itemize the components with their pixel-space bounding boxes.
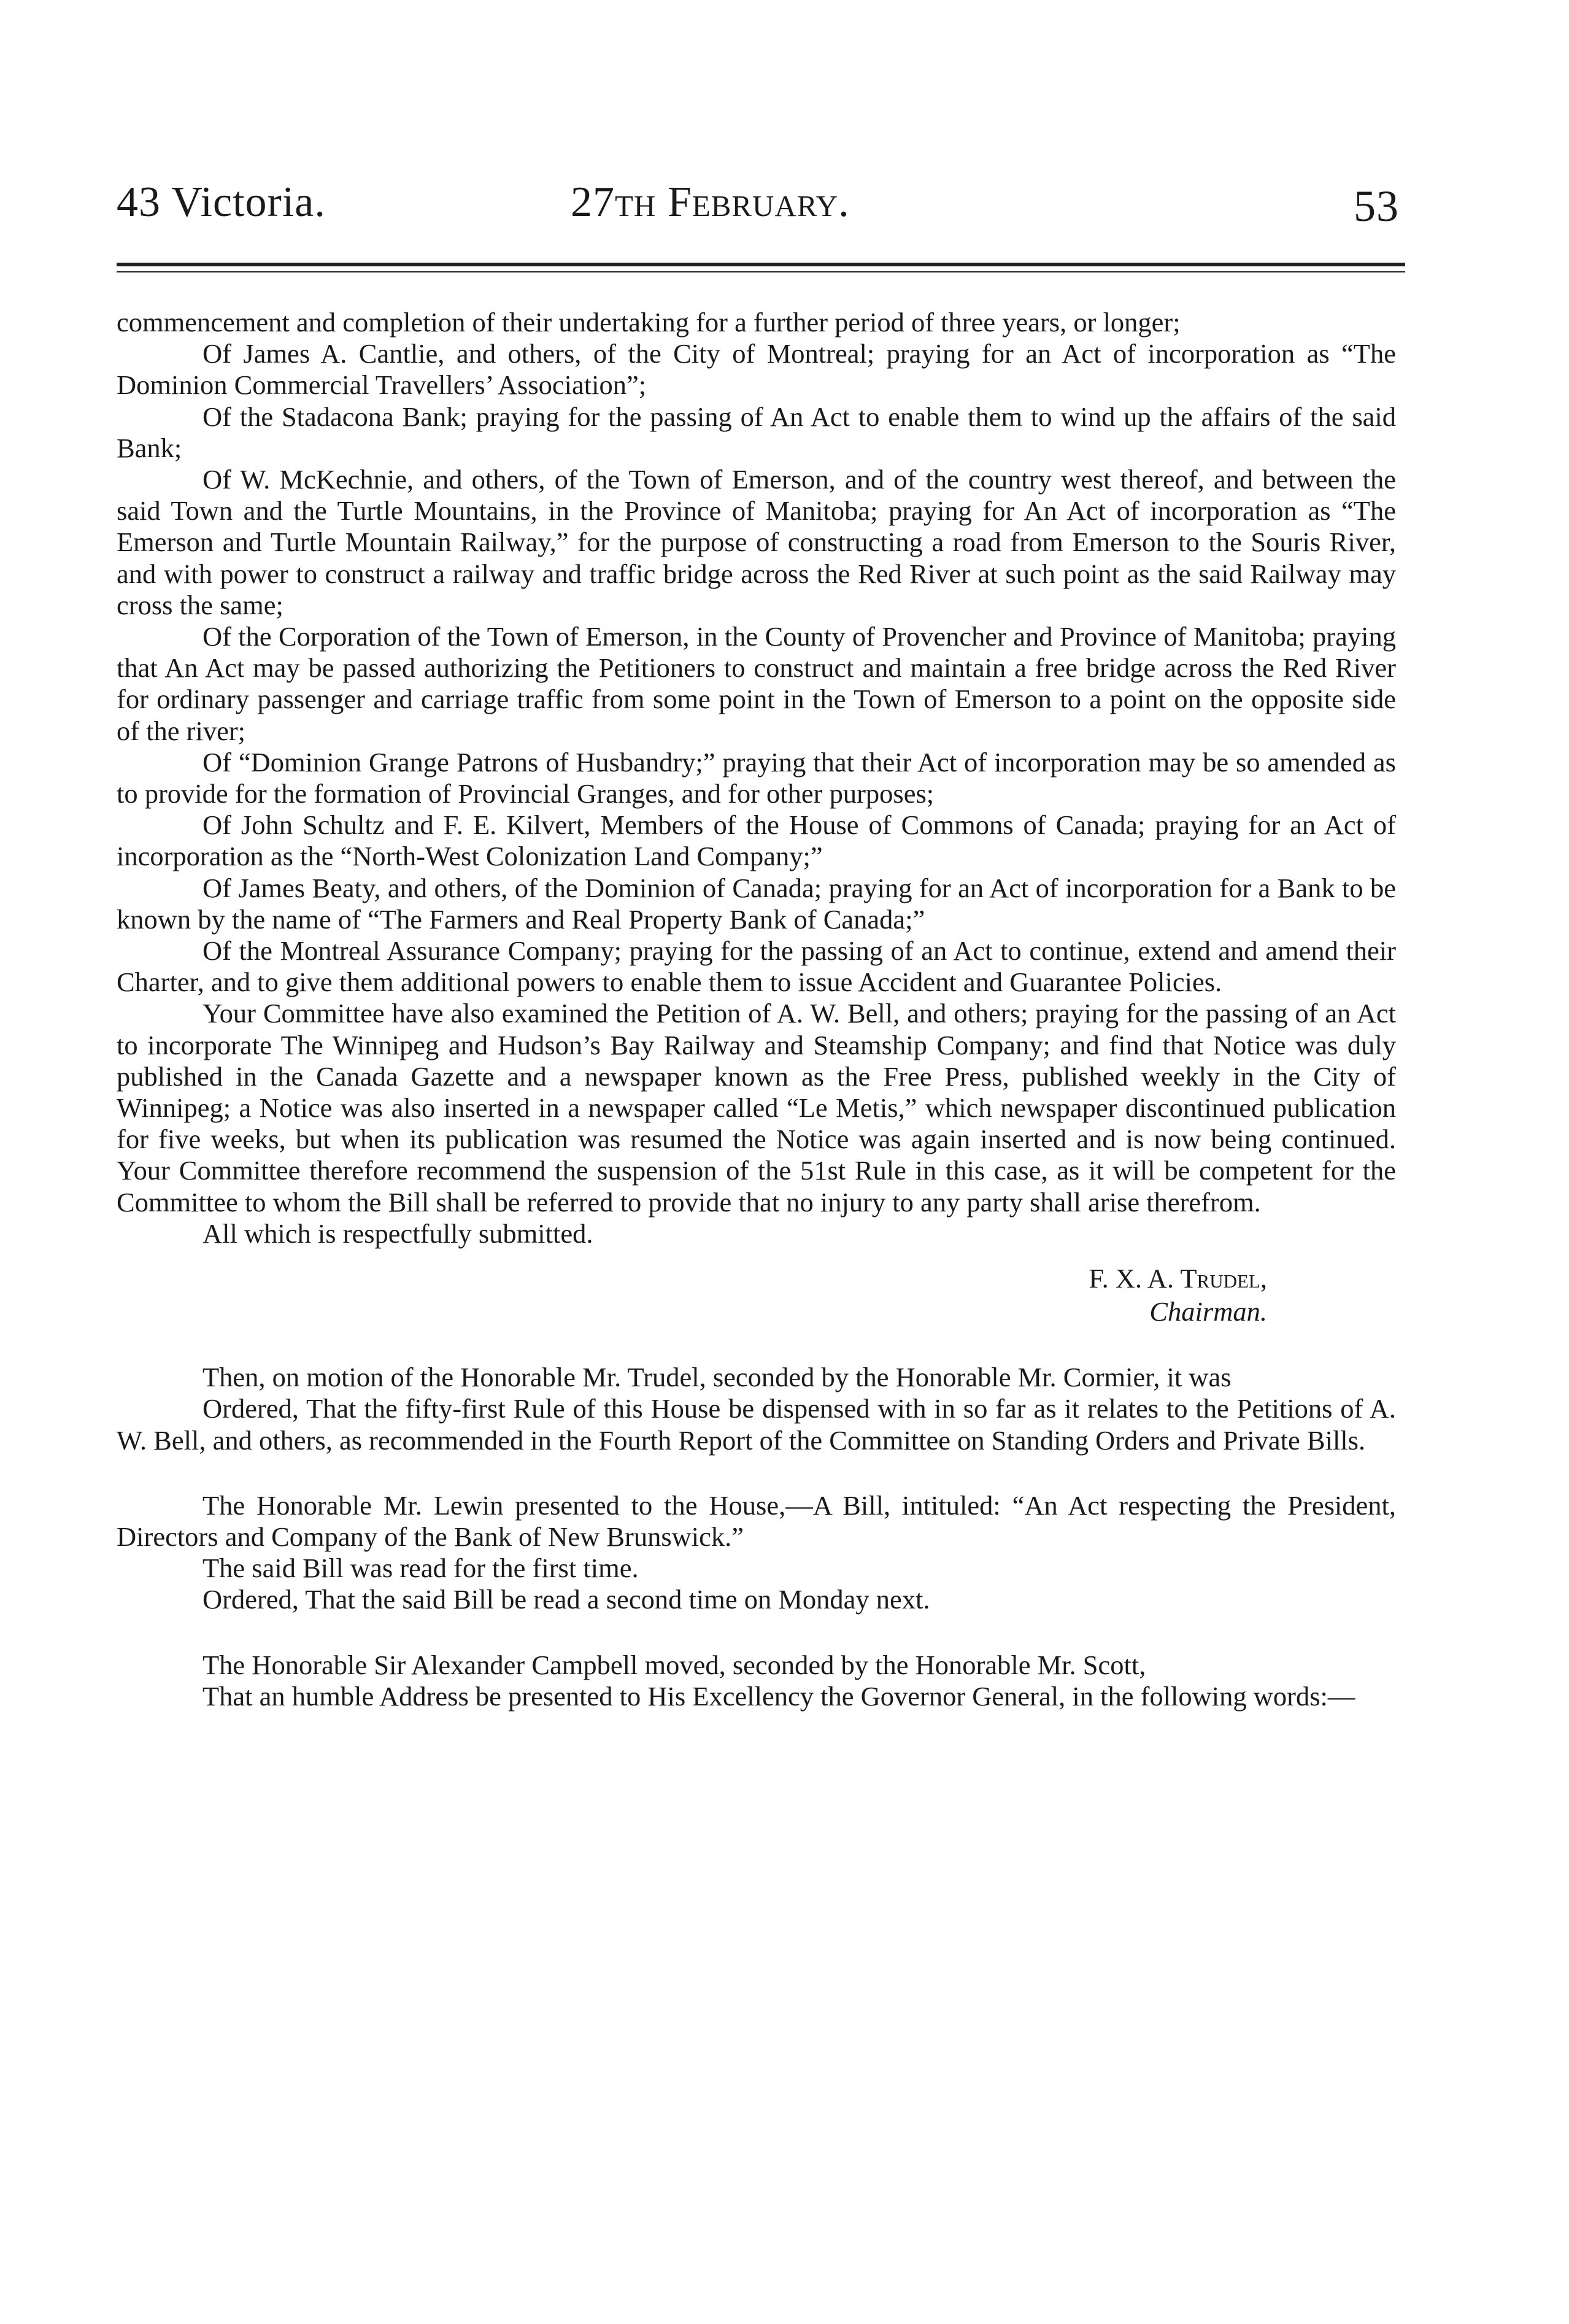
header-session: 43 Victoria. — [117, 179, 326, 226]
paragraph: Of W. McKechnie, and others, of the Town of Emerson, and of the country west thereof, and between the said Town and the Turtle Mountains, in the Province of Manitoba; praying for An Act of incorporation as “The Emerson and Turtle Mountain Railway,” for the purpose of constructing a road from Emerson to the Souris River, and with power to construct a railway and traffic bridge across the Red River at such point as the said Railway may cross the same; — [117, 464, 1396, 620]
paragraph: Of the Montreal Assurance Company; praying for the passing of an Act to continue, extend and amend their Charter, and to give them additional powers to enable them to issue Accident and Guarantee Policies. — [117, 935, 1396, 998]
paragraph: That an humble Address be presented to His Excellency the Governor General, in the following words:— — [202, 1680, 1355, 1712]
header-rule — [117, 263, 1405, 279]
paragraph: The said Bill was read for the first time. — [202, 1553, 639, 1584]
header-date: 27th February. — [571, 179, 850, 226]
body-text — [117, 307, 1396, 1712]
paragraph: Your Committee have also examined the Petition of A. W. Bell, and others; praying for the passing of an Act to incorporate The Winnipeg and Hudson’s Bay Railway and Steamship Company; and find that Notice was duly published in the Canada Gazette and a newspaper known as the Free Press, published weekly in the City of Winnipeg; a Notice was also inserted in a newspaper called “Le Metis,” which newspaper discontinued publication for five weeks, but when its publication was resumed the Notice was again inserted and is now being continued. Your Committee therefore recommend the suspension of the 51st Rule in this case, as it will be competent for the Committee to whom the Bill shall be referred to provide that no injury to any party shall arise therefrom. — [117, 998, 1396, 1218]
paragraph: Of John Schultz and F. E. Kilvert, Members of the House of Commons of Canada; praying for an Act of incorporation as the “North-West Colonization Land Company;” — [117, 809, 1396, 872]
paragraph: Ordered, That the said Bill be read a second time on Monday next. — [202, 1584, 930, 1615]
paragraph: Of James Beaty, and others, of the Dominion of Canada; praying for an Act of incorporation for a Bank to be known by the name of “The Farmers and Real Property Bank of Canada;” — [117, 872, 1396, 935]
paragraph: Of James A. Cantlie, and others, of the City of Montreal; praying for an Act of incorporation as “The Dominion Commercial Travellers’ Association”; — [117, 338, 1396, 401]
paragraph: Of the Stadacona Bank; praying for the passing of An Act to enable them to wind up the affairs of the said Bank; — [117, 401, 1396, 463]
paragraph: The Honorable Sir Alexander Campbell moved, seconded by the Honorable Mr. Scott, — [202, 1649, 1146, 1680]
paragraph: commencement and completion of their undertaking for a further period of three years, or longer; — [117, 307, 1181, 338]
signature-block — [117, 1262, 1396, 1328]
paragraph: Of “Dominion Grange Patrons of Husbandry;” praying that their Act of incorporation may be so amended as to provide for the formation of Provincial Granges, and for other purposes; — [117, 746, 1396, 809]
paragraph: All which is respectfully submitted. — [202, 1218, 593, 1249]
paragraph: The Honorable Mr. Lewin presented to the House,—A Bill, intituled: “An Act respecting the President, Directors and Company of the Bank of New Brunswick.” — [117, 1489, 1396, 1552]
running-header — [117, 178, 1399, 245]
paragraph: Then, on motion of the Honorable Mr. Trudel, seconded by the Honorable Mr. Cormier, it was — [202, 1362, 1232, 1393]
paragraph: Of the Corporation of the Town of Emerson, in the County of Provencher and Province of Manitoba; praying that An Act may be passed authorizing the Petitioners to construct and maintain a free bridge across the Red River for ordinary passenger and carriage traffic from some point in the Town of Emerson to a point on the opposite side of the river; — [117, 621, 1396, 746]
signature-name: F. X. A. Trudel, — [1089, 1263, 1267, 1294]
paragraph: Ordered, That the fifty-first Rule of this House be dispensed with in so far as it relates to the Petitions of A. W. Bell, and others, as recommended in the Fourth Report of the Committee on Standing Orders and Private Bills. — [117, 1393, 1396, 1456]
page-number: 53 — [1354, 182, 1399, 231]
journal-page — [117, 178, 1399, 1712]
signature-title: Chairman. — [1149, 1296, 1267, 1327]
